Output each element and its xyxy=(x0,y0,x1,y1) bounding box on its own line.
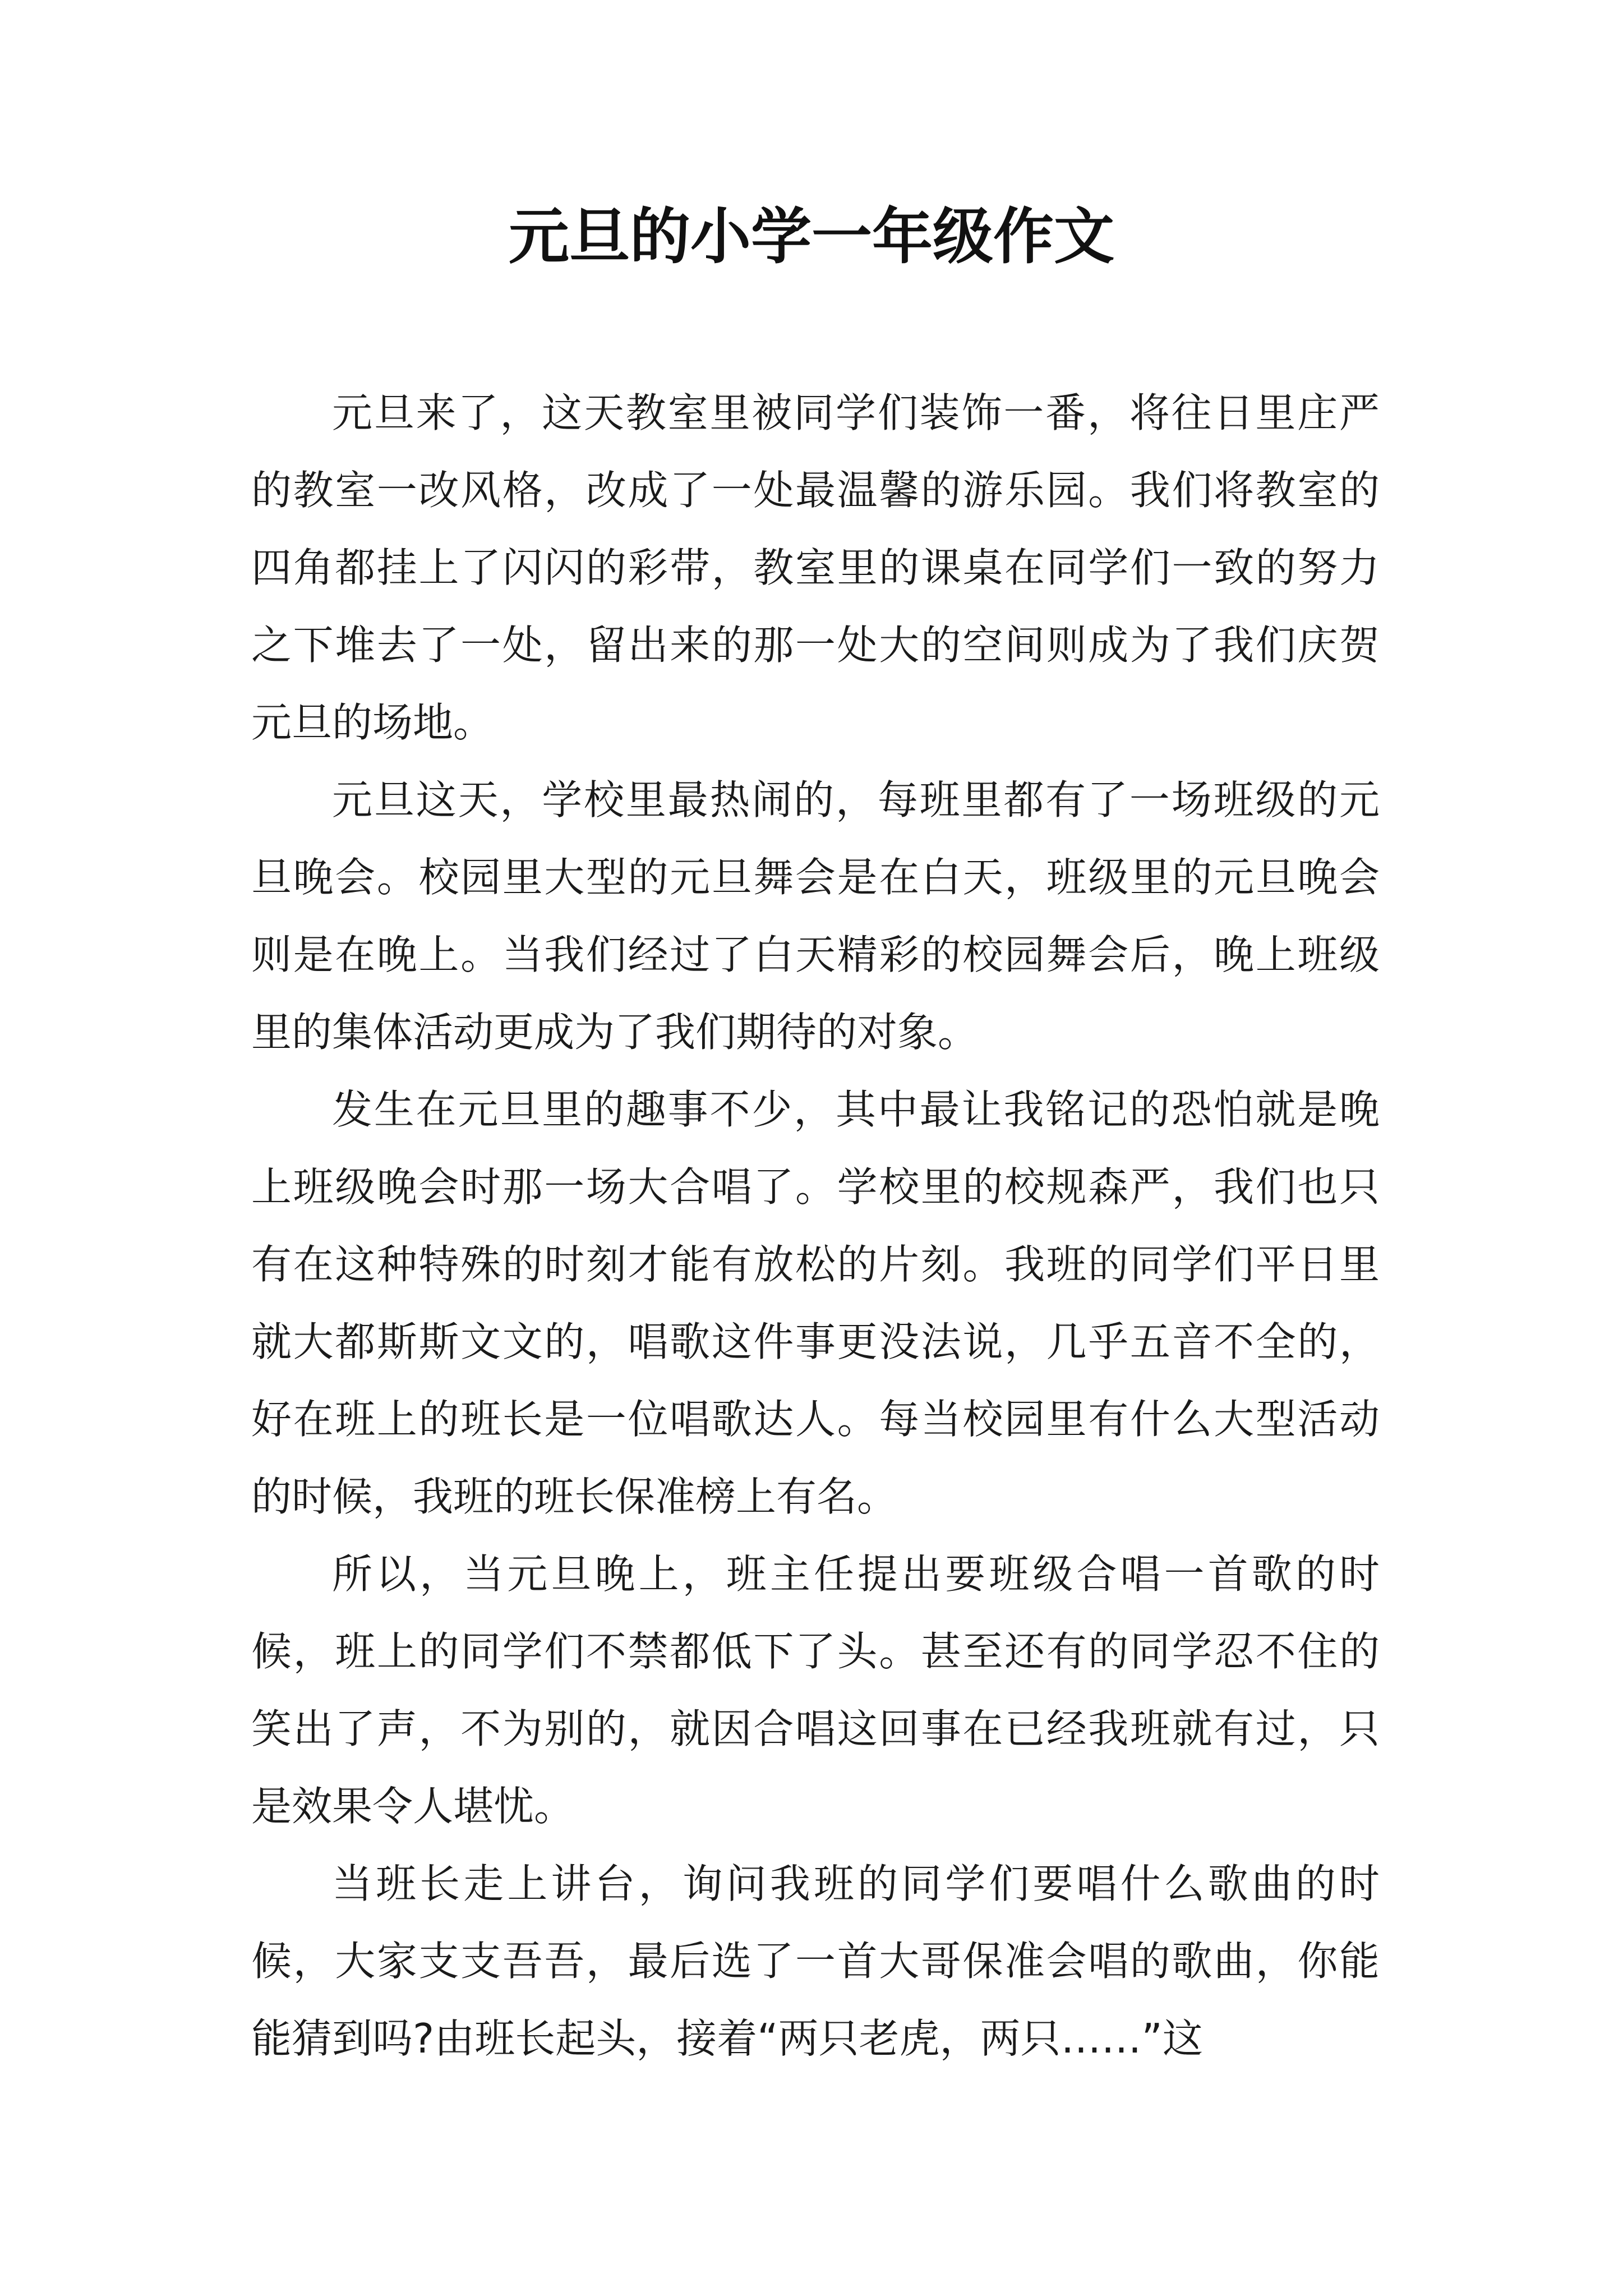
paragraph: 元旦这天，学校里最热闹的，每班里都有了一场班级的元旦晚会。校园里大型的元旦舞会是在白天，班级里的元旦晚会则是在晚上。当我们经过了白天精彩的校园舞会后，晚上班级里的集体活动更成为了我们期待的对象。 xyxy=(251,776,1380,1056)
paragraph: 当班长走上讲台，询问我班的同学们要唱什么歌曲的时候，大家支支吾吾，最后选了一首大哥保准会唱的歌曲，你能能猜到吗?由班长起头，接着“两只老虎，两只……”这 xyxy=(251,1860,1380,2062)
document-body xyxy=(251,374,1380,2077)
paragraph: 发生在元旦里的趣事不少，其中最让我铭记的恐怕就是晚上班级晚会时那一场大合唱了。学校里的校规森严，我们也只有在这种特殊的时刻才能有放松的片刻。我班的同学们平日里就大都斯斯文文的，唱歌这件事更没法说，几乎五音不全的，好在班上的班长是一位唱歌达人。每当校园里有什么大型活动的时候，我班的班长保准榜上有名。 xyxy=(251,1086,1380,1520)
document-title: 元旦的小学一年级作文 xyxy=(508,201,1114,272)
paragraph: 元旦来了，这天教室里被同学们装饰一番，将往日里庄严的教室一改风格，改成了一处最温馨的游乐园。我们将教室的四角都挂上了闪闪的彩带，教室里的课桌在同学们一致的努力之下堆去了一处，留出来的那一处大的空间则成为了我们庆贺元旦的场地。 xyxy=(251,389,1380,746)
paragraph: 所以，当元旦晚上，班主任提出要班级合唱一首歌的时候，班上的同学们不禁都低下了头。甚至还有的同学忍不住的笑出了声，不为别的，就因合唱这回事在已经我班就有过，只是效果令人堪忧。 xyxy=(251,1550,1380,1830)
